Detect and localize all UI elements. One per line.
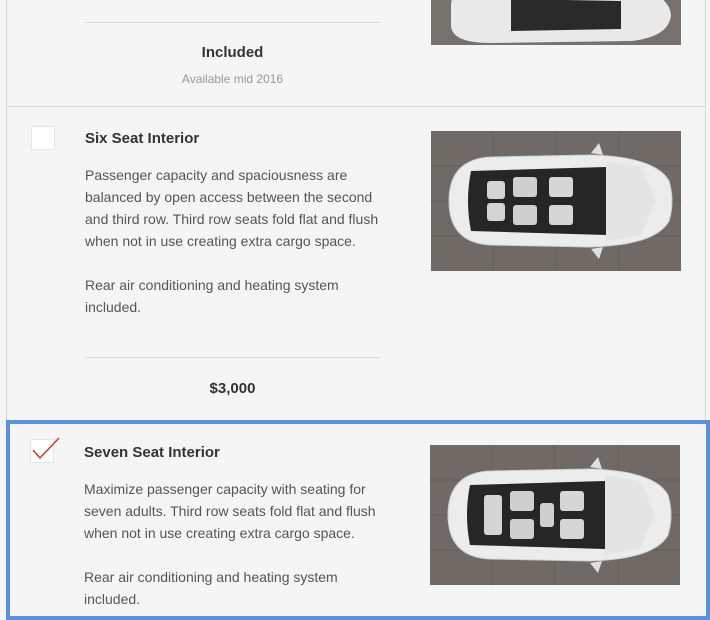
option-price: $3,000 bbox=[209, 380, 256, 397]
seven-seat-car-image bbox=[430, 445, 680, 585]
availability-note: Available mid 2016 bbox=[181, 72, 284, 86]
car-top-view-image bbox=[431, 0, 681, 45]
option-top[interactable] bbox=[6, 0, 706, 107]
option-six-seat-interior[interactable] bbox=[6, 106, 706, 423]
option-title: Six Seat Interior bbox=[85, 130, 200, 147]
checkmark-icon bbox=[31, 434, 61, 464]
climate-note: Rear air conditioning and heating system included. bbox=[85, 277, 339, 315]
option-description: Maximize passenger capacity with seating for seven adults. Third row seats fold flat and flush when not in use creating extra cargo space. bbox=[84, 481, 376, 541]
option-price: Included bbox=[201, 44, 264, 61]
six-seat-checkbox[interactable] bbox=[31, 126, 55, 150]
seven-seat-checkbox[interactable] bbox=[30, 439, 54, 463]
divider bbox=[85, 357, 380, 358]
option-title: Seven Seat Interior bbox=[84, 444, 220, 461]
option-description: Passenger capacity and spaciousness are balanced by open access between the second and third row. Third row seats fold flat and flush when not in use creating extra cargo space. bbox=[85, 167, 379, 249]
climate-note: Rear air conditioning and heating system included. bbox=[84, 569, 338, 607]
divider bbox=[85, 22, 380, 23]
six-seat-car-image bbox=[431, 131, 681, 271]
option-seven-seat-interior[interactable] bbox=[6, 420, 710, 620]
